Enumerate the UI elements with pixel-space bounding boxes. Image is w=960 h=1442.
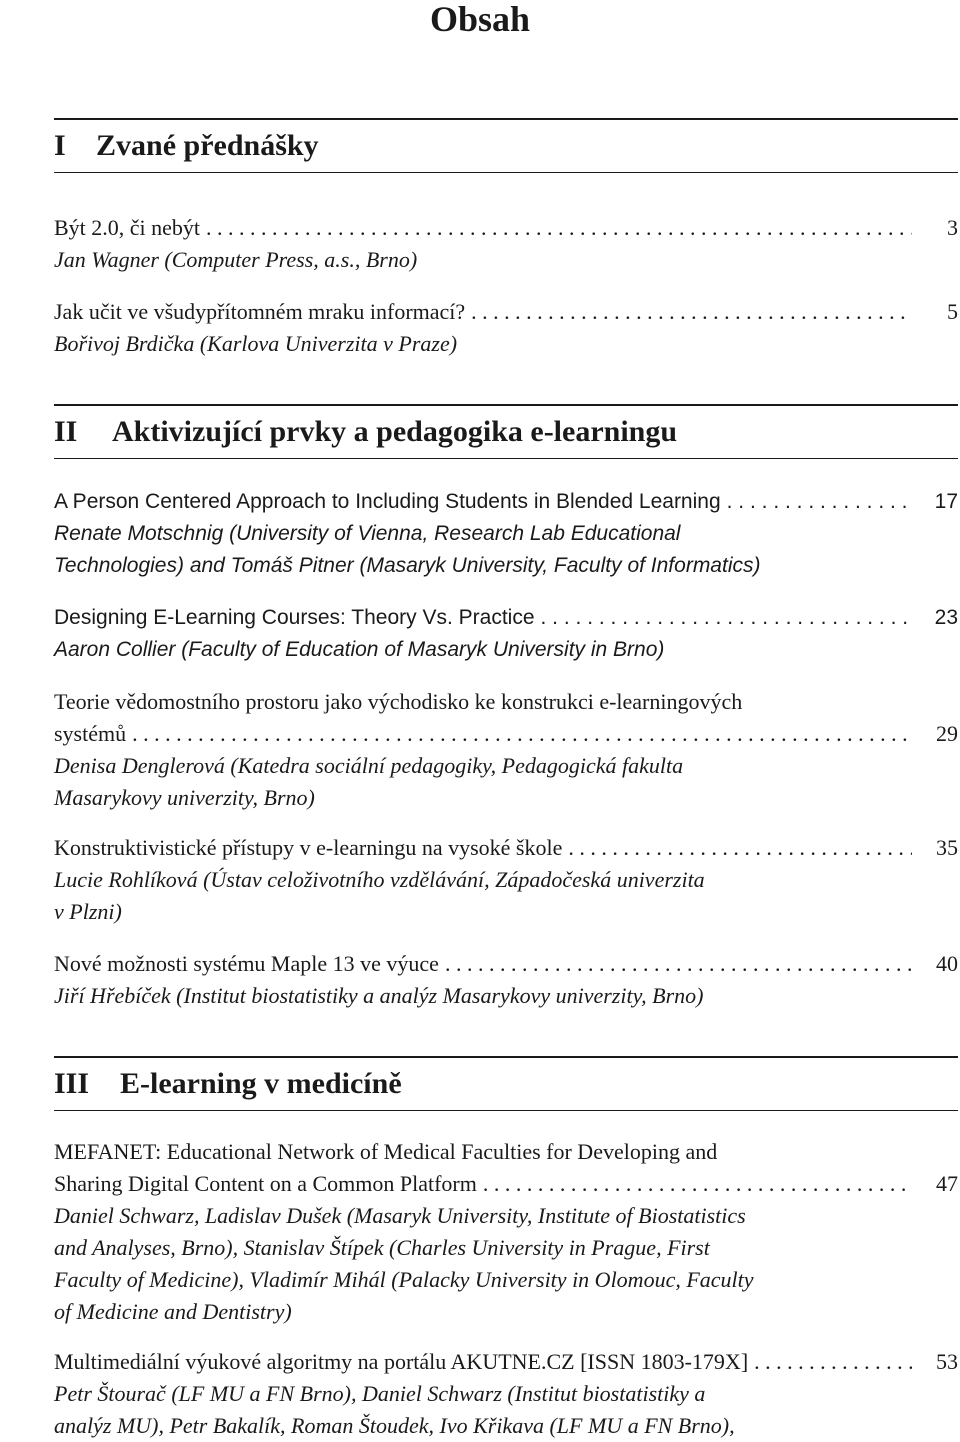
entry-author: Daniel Schwarz, Ladislav Dušek (Masaryk University, Institute of Biostatistics bbox=[54, 1203, 746, 1228]
page-title: Obsah bbox=[429, 0, 531, 39]
entry-title: MEFANET: Educational Network of Medical Faculties for Developing and bbox=[54, 1139, 718, 1164]
toc-entry[interactable] bbox=[54, 1346, 958, 1442]
entry-title-line bbox=[54, 1346, 958, 1378]
section-title: Zvané přednášky bbox=[96, 129, 319, 162]
entry-author: Renate Motschnig (University of Vienna, Research Lab Educational bbox=[54, 522, 681, 545]
entry-title-line bbox=[54, 296, 958, 328]
leader-dots bbox=[727, 486, 912, 518]
entry-title-line bbox=[54, 948, 958, 980]
section-rule bbox=[54, 1056, 958, 1058]
entry-author: Faculty of Medicine), Vladimír Mihál (Palacky University in Olomouc, Faculty bbox=[54, 1267, 754, 1292]
entry-author: of Medicine and Dentistry) bbox=[54, 1299, 292, 1324]
section-heading bbox=[54, 414, 958, 450]
entry-author: Technologies) and Tomáš Pitner (Masaryk University, Faculty of Informatics) bbox=[54, 554, 761, 577]
toc-entry[interactable] bbox=[54, 948, 958, 1012]
section-heading bbox=[54, 1066, 958, 1102]
page-number: 53 bbox=[936, 1349, 958, 1374]
page-number: 40 bbox=[936, 951, 958, 976]
entry-author: Bořivoj Brdička (Karlova Univerzita v Praze) bbox=[54, 331, 458, 356]
page-number: 17 bbox=[934, 490, 958, 513]
section-rule bbox=[54, 118, 958, 120]
toc-entry[interactable] bbox=[54, 832, 958, 928]
page-number: 5 bbox=[947, 299, 958, 324]
entry-author: Masarykovy univerzity, Brno) bbox=[54, 785, 315, 810]
entry-title-line bbox=[54, 1168, 958, 1200]
section-number: I bbox=[54, 129, 66, 162]
entry-title-line bbox=[54, 686, 958, 718]
entry-title-line bbox=[54, 486, 958, 518]
leader-dots bbox=[206, 212, 912, 244]
section-underline bbox=[54, 1110, 958, 1111]
toc-entry[interactable] bbox=[54, 602, 958, 666]
entry-author: Petr Štourač (LF MU a FN Brno), Daniel Schwarz (Institut biostatistiky a bbox=[54, 1381, 706, 1406]
entry-title: Konstruktivistické přístupy v e-learningu na vysoké škole bbox=[54, 835, 563, 860]
page-number: 29 bbox=[936, 721, 958, 746]
entry-author: Jiří Hřebíček (Institut biostatistiky a analýz Masarykovy univerzity, Brno) bbox=[54, 983, 704, 1008]
entry-author: v Plzni) bbox=[54, 899, 122, 924]
page-number: 35 bbox=[936, 835, 958, 860]
page-number: 47 bbox=[936, 1171, 958, 1196]
entry-title: Teorie vědomostního prostoru jako východisko ke konstrukci e-learningových bbox=[54, 689, 743, 714]
section-number: II bbox=[54, 415, 78, 448]
entry-title: Multimediální výukové algoritmy na portálu AKUTNE.CZ [ISSN 1803-179X] bbox=[54, 1349, 749, 1374]
entry-author: and Analyses, Brno), Stanislav Štípek (Charles University in Prague, First bbox=[54, 1235, 710, 1260]
entry-title: Jak učit ve všudypřítomném mraku informací? bbox=[54, 299, 466, 324]
entry-author: Jan Wagner (Computer Press, a.s., Brno) bbox=[54, 247, 418, 272]
section-title: Aktivizující prvky a pedagogika e-learningu bbox=[112, 415, 678, 448]
toc-entry[interactable] bbox=[54, 686, 958, 814]
entry-author: Aaron Collier (Faculty of Education of Masaryk University in Brno) bbox=[54, 638, 665, 661]
section-3 bbox=[54, 1056, 958, 1111]
leader-dots bbox=[445, 948, 912, 980]
entry-author: analýz MU), Petr Bakalík, Roman Štoudek, Ivo Křikava (LF MU a FN Brno), bbox=[54, 1413, 735, 1438]
page-number: 3 bbox=[947, 215, 958, 240]
entry-title-line bbox=[54, 832, 958, 864]
entry-title-line bbox=[54, 718, 958, 750]
leader-dots bbox=[754, 1346, 912, 1378]
leader-dots bbox=[483, 1168, 912, 1200]
section-underline bbox=[54, 172, 958, 173]
entry-author: Lucie Rohlíková (Ústav celoživotního vzdělávání, Západočeská univerzita bbox=[54, 867, 705, 892]
leader-dots bbox=[541, 602, 912, 634]
entry-title: A Person Centered Approach to Including Students in Blended Learning bbox=[54, 490, 721, 513]
entry-title-line bbox=[54, 212, 958, 244]
section-heading bbox=[54, 128, 958, 164]
entry-title: Nové možnosti systému Maple 13 ve výuce bbox=[54, 951, 439, 976]
toc-entry[interactable] bbox=[54, 212, 958, 276]
section-underline bbox=[54, 458, 958, 459]
leader-dots bbox=[471, 296, 912, 328]
entry-title: Sharing Digital Content on a Common Platform bbox=[54, 1171, 477, 1196]
section-1 bbox=[54, 118, 958, 173]
entry-title: systémů bbox=[54, 721, 127, 746]
section-2 bbox=[54, 404, 958, 459]
toc-entry[interactable] bbox=[54, 296, 958, 360]
entry-title: Designing E-Learning Courses: Theory Vs. Practice bbox=[54, 606, 535, 629]
section-number: III bbox=[54, 1067, 90, 1100]
toc-entry[interactable] bbox=[54, 1136, 958, 1328]
leader-dots bbox=[568, 832, 912, 864]
section-title: E-learning v medicíně bbox=[120, 1067, 402, 1100]
entry-author: Denisa Denglerová (Katedra sociální pedagogiky, Pedagogická fakulta bbox=[54, 753, 684, 778]
toc-entry[interactable] bbox=[54, 486, 958, 582]
page-number: 23 bbox=[934, 606, 958, 629]
leader-dots bbox=[132, 718, 912, 750]
entry-title-line bbox=[54, 602, 958, 634]
section-rule bbox=[54, 404, 958, 406]
entry-title-line bbox=[54, 1136, 958, 1168]
entry-title: Být 2.0, či nebýt bbox=[54, 215, 201, 240]
